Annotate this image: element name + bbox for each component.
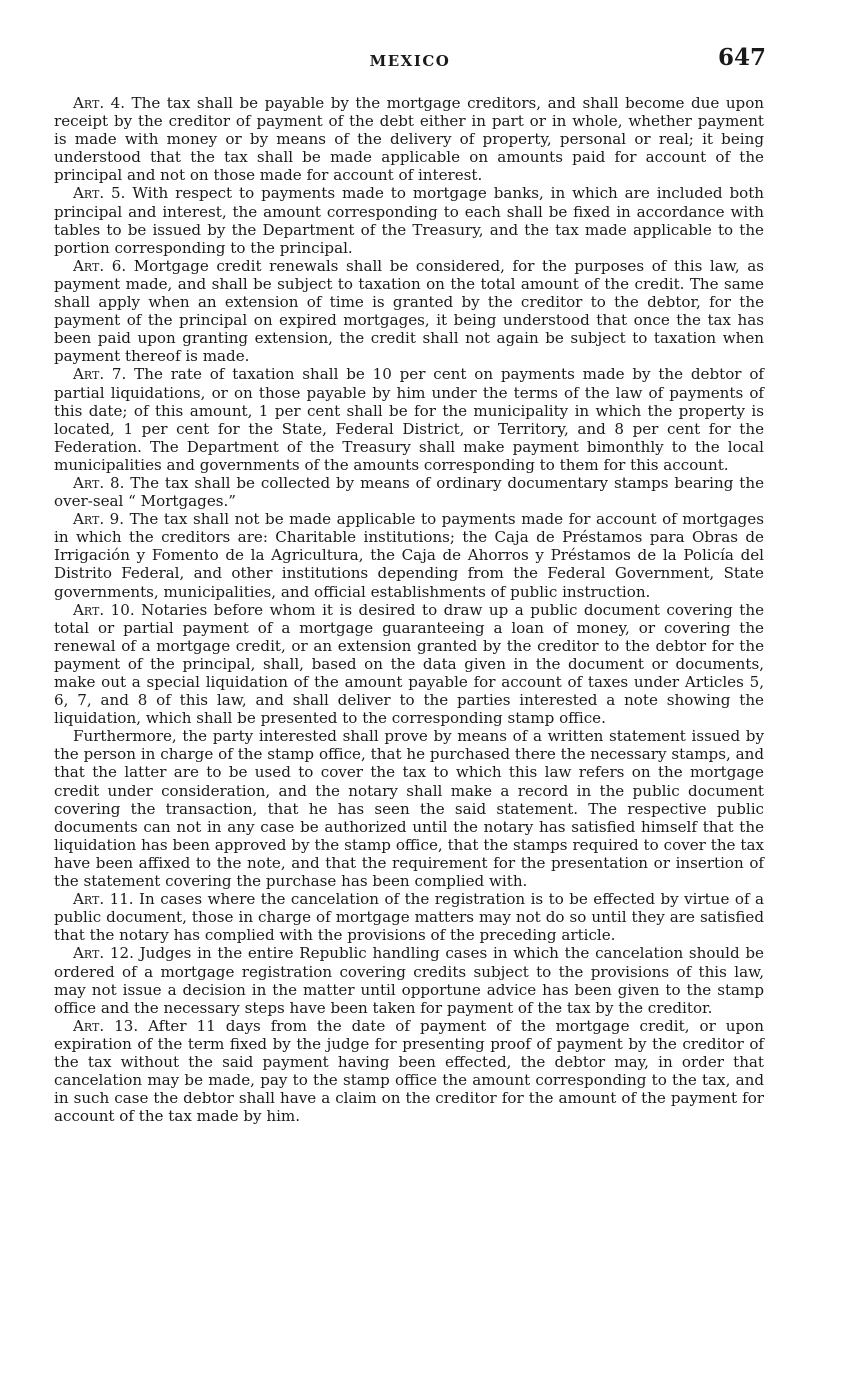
article-label: Art. 4. bbox=[73, 94, 126, 112]
article-text: The tax shall not be made applicable to payments made for account of mortgages in which the creditors are: Charitable institutions; the Caja de Préstamos para Obras de Irrigación y Fomento de la Agricultura, the Caja de Ahorros y Préstamos de la Policía del Distrito Federal, and other institutions depending from the Federal Government, State governments, municipalities, and official establishments of public instruction. bbox=[54, 510, 764, 601]
article-text: Furthermore, the party interested shall prove by means of a written statement issued by the person in charge of the stamp office, that he purchased there the necessary stamps, and that the latter are to be used to cover the tax to which this law refers on the mortgage credit under consideration, and the notary shall make a record in the public document covering the transaction, that he has seen the said statement. The respective public documents can not in any case be authorized until the notary has satisfied himself that the liquidation has been approved by the stamp office, that the stamps required to cover the tax have been affixed to the note, and that the requirement for the presentation or insertion of the statement covering the purchase has been complied with. bbox=[54, 727, 764, 891]
article-label: Art. 10. bbox=[73, 600, 135, 619]
article-text: Mortgage credit renewals shall be considered, for the purposes of this law, as payment made, and shall be subject to taxation on the total amount of the credit. The same shall apply when an extension of time is granted by the creditor to the debtor, for the payment of the principal on expired mortgages, it being understood that once the tax has been paid upon granting extension, the credit shall not again be subject to taxation when payment thereof is made. bbox=[54, 256, 765, 366]
article-4-paragraph bbox=[54, 94, 764, 184]
page-number: 647 bbox=[717, 44, 766, 71]
article-12-paragraph bbox=[54, 944, 764, 1016]
running-head: MEXICO bbox=[369, 52, 451, 70]
article-text: After 11 days from the date of payment of the mortgage credit, or upon expiration of the term fixed by the judge for presenting proof of payment by the creditor of the tax without the said payment having been effected, the debtor may, in order that cancelation may be made, pay to the stamp office the amount corresponding to the tax, and in such case the debtor shall have a claim on the creditor for the amount of the payment for account of the tax made by him. bbox=[54, 1016, 764, 1126]
article-7-paragraph bbox=[54, 365, 764, 474]
article-label: Art. 11. bbox=[73, 890, 134, 909]
page-header bbox=[54, 44, 766, 74]
article-text: With respect to payments made to mortgage banks, in which are included both principal and interest, the amount corresponding to each shall be fixed in accordance with tables to be issued by the Department of the Treasury, and the tax made applicable to the portion corresponding to the principal. bbox=[54, 184, 764, 257]
article-text: Judges in the entire Republic handling cases in which the cancelation should be ordered of a mortgage registration covering credits subject to the provisions of this law, may not issue a decision in the matter until opportune advice has been given to the stamp office and the necessary steps have been taken for payment of the tax by the creditor. bbox=[54, 944, 764, 1017]
article-label: Art. 6. bbox=[73, 256, 127, 275]
article-text: The tax shall be collected by means of ordinary documentary stamps bearing the over-seal “ Mortgages.” bbox=[54, 473, 765, 511]
article-13-paragraph bbox=[54, 1017, 764, 1126]
article-6-paragraph bbox=[54, 257, 764, 366]
article-text: The rate of taxation shall be 10 per cent on payments made by the debtor of partial liquidations, or on those payable by him under the terms of the law of payments of this date; of this amount, 1 per cent shall be for the municipality in which the property is located, 1 per cent for the State, Federal District, or Territory, and 8 per cent for the Federation. The Department of the Treasury shall make payment bimonthly to the local municipalities and governments of the amounts corresponding to them for this account. bbox=[54, 365, 765, 474]
article-5-paragraph bbox=[54, 184, 764, 256]
article-label: Art. 7. bbox=[73, 365, 127, 384]
article-text: Notaries before whom it is desired to draw up a public document covering the total or partial payment of a mortgage guaranteeing a loan of money, or covering the renewal of a mortgage credit, or an extension granted by the creditor to the debtor for the payment of the principal, shall, based on the data given in the document or documents, make out a special liquidation of the amount payable for account of taxes under Articles 5, 6, 7, and 8 of this law, and shall deliver to the parties interested a note showing the liquidation, which shall be presented to the corresponding stamp office. bbox=[54, 600, 764, 728]
article-11-paragraph bbox=[54, 890, 764, 944]
body-text bbox=[54, 94, 764, 1125]
article-8-paragraph bbox=[54, 474, 764, 510]
article-label: Art. 13. bbox=[73, 1016, 139, 1035]
article-10-continuation-paragraph bbox=[54, 727, 764, 890]
article-9-paragraph bbox=[54, 510, 764, 600]
article-text: The tax shall be payable by the mortgage creditors, and shall become due upon receipt by the creditor of payment of the debt either in part or in whole, whether payment is made with money or by means of the delivery of property, personal or real; it being understood that the tax shall be made applicable on amounts paid for account of the principal and not on those made for account of interest. bbox=[54, 94, 765, 185]
article-10-paragraph bbox=[54, 601, 764, 728]
article-label: Art. 12. bbox=[73, 944, 134, 963]
article-label: Art. 9. bbox=[73, 510, 125, 529]
article-label: Art. 5. bbox=[73, 184, 126, 203]
article-text: In cases where the cancelation of the registration is to be effected by virtue of a public document, those in charge of mortgage matters may not do so until they are satisfied that the notary has complied with the provisions of the preceding article. bbox=[54, 890, 764, 945]
article-label: Art. 8. bbox=[73, 473, 125, 492]
